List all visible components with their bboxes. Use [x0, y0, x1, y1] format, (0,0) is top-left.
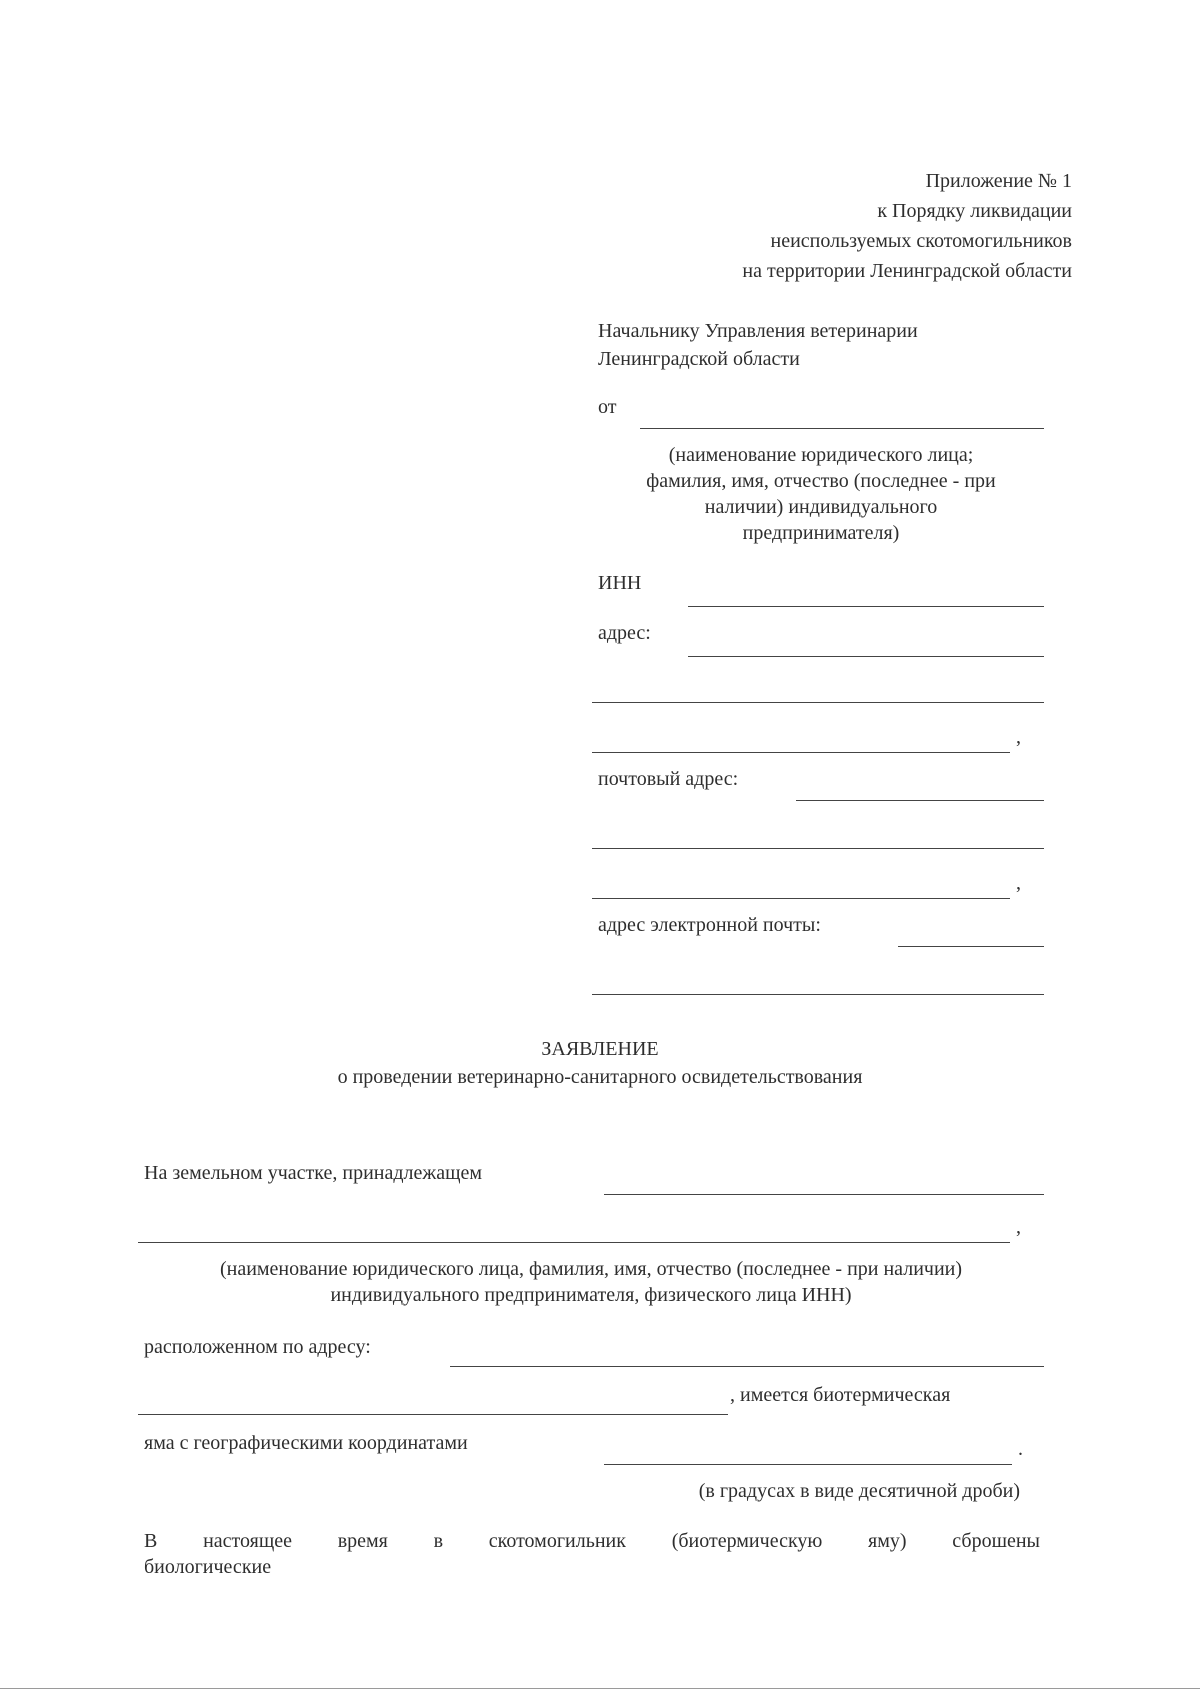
- email-label: адрес электронной почты:: [598, 914, 821, 936]
- document-subtitle: о проведении ветеринарно-санитарного освидетельствования: [337, 1066, 863, 1088]
- bio-word: В: [144, 1530, 158, 1552]
- from-hint-line-1: (наименование юридического лица;: [668, 444, 974, 466]
- biological-text-line-1: [144, 1528, 1040, 1554]
- recipient-line-2: Ленинградской области: [598, 348, 800, 370]
- has-pit-text: , имеется биотермическая: [730, 1384, 951, 1406]
- coordinates-hint: (в градусах в виде десятичной дроби): [698, 1480, 1020, 1502]
- owner-hint-line-2: индивидуального предпринимателя, физического лица ИНН): [330, 1284, 852, 1306]
- address-field-line-3[interactable]: [592, 752, 1010, 753]
- recipient-line-1: Начальнику Управления ветеринарии: [598, 320, 918, 342]
- document-title: ЗАЯВЛЕНИЕ: [541, 1038, 659, 1060]
- from-hint-line-3: наличии) индивидуального: [704, 496, 938, 518]
- page-bottom-edge: [0, 1688, 1200, 1689]
- address-label: адрес:: [598, 622, 651, 644]
- inn-label: ИНН: [598, 572, 642, 594]
- owner-field-line-2[interactable]: [138, 1242, 1010, 1243]
- from-hint-line-2: фамилия, имя, отчество (последнее - при: [646, 470, 996, 492]
- appendix-line-3: неиспользуемых скотомогильников: [770, 230, 1072, 252]
- postal-field-line-2[interactable]: [592, 848, 1044, 849]
- appendix-line-1: Приложение № 1: [925, 170, 1072, 192]
- address-field-line-1[interactable]: [688, 656, 1044, 657]
- bio-word: сброшены: [952, 1530, 1040, 1552]
- postal-comma: ,: [1016, 872, 1021, 894]
- bio-word: время: [337, 1530, 388, 1552]
- located-address-label: расположенном по адресу:: [144, 1336, 371, 1358]
- bio-word: яму): [868, 1530, 907, 1552]
- located-address-field-line-1[interactable]: [450, 1366, 1044, 1367]
- coordinates-period: .: [1018, 1438, 1023, 1460]
- coordinates-label: яма с географическими координатами: [144, 1432, 468, 1454]
- coordinates-field-line[interactable]: [604, 1464, 1012, 1465]
- owner-field-line-1[interactable]: [604, 1194, 1044, 1195]
- bio-word: настоящее: [203, 1530, 292, 1552]
- postal-field-line-3[interactable]: [592, 898, 1010, 899]
- from-hint-line-4: предпринимателя): [742, 522, 900, 544]
- email-field-line-1[interactable]: [898, 946, 1044, 947]
- postal-label: почтовый адрес:: [598, 768, 739, 790]
- address-comma: ,: [1016, 726, 1021, 748]
- owner-comma: ,: [1016, 1216, 1021, 1238]
- appendix-line-2: к Порядку ликвидации: [877, 200, 1072, 222]
- biological-text-line-2: биологические: [144, 1556, 272, 1578]
- owner-hint-line-1: (наименование юридического лица, фамилия, имя, отчество (последнее - при наличии): [219, 1258, 963, 1280]
- bio-word: в: [433, 1530, 444, 1552]
- email-field-line-2[interactable]: [592, 994, 1044, 995]
- land-plot-label: На земельном участке, принадлежащем: [144, 1162, 483, 1184]
- bio-word: (биотермическую: [671, 1530, 823, 1552]
- address-field-line-2[interactable]: [592, 702, 1044, 703]
- located-address-field-line-2[interactable]: [138, 1414, 728, 1415]
- postal-field-line-1[interactable]: [796, 800, 1044, 801]
- appendix-line-4: на территории Ленинградской области: [742, 260, 1072, 282]
- from-field-line[interactable]: [640, 428, 1044, 429]
- inn-field-line[interactable]: [688, 606, 1044, 607]
- from-label: от: [598, 396, 617, 418]
- bio-word: скотомогильник: [488, 1530, 626, 1552]
